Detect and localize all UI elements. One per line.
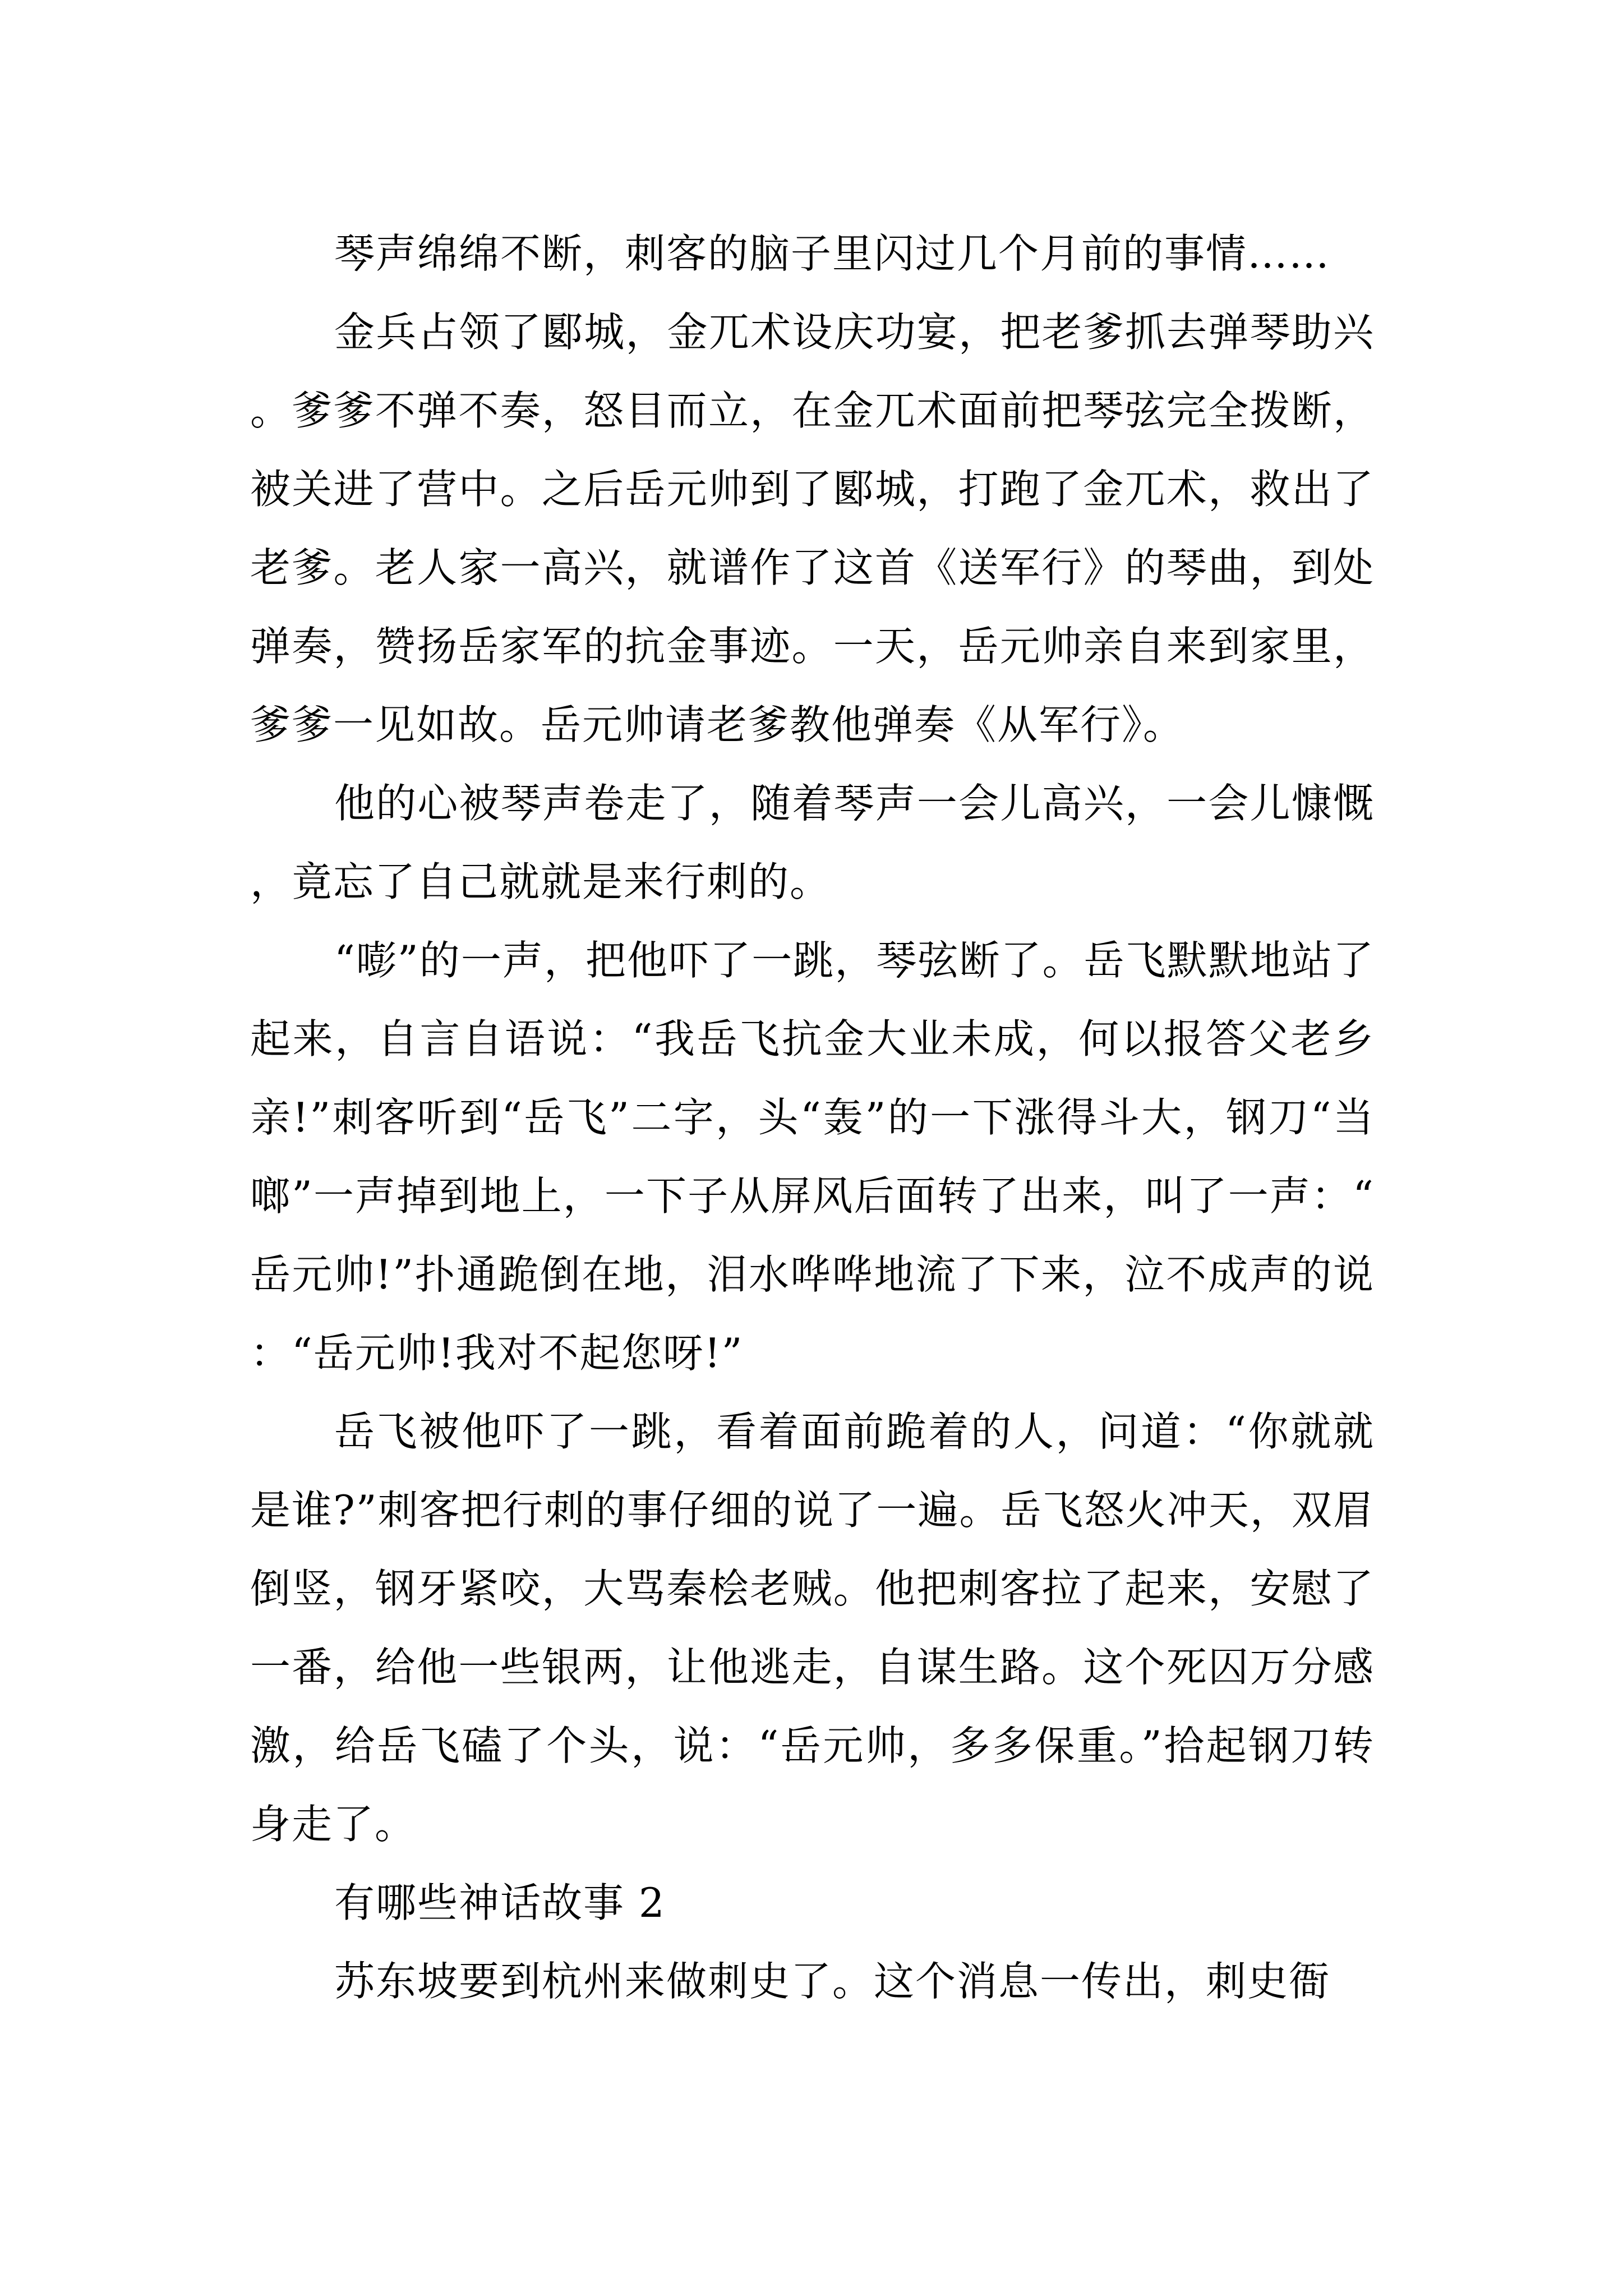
paragraph-su-dongpo: 苏东坡要到杭州来做刺史了。这个消息一传出，刺史衙 [334, 1958, 1331, 2005]
paragraph-heart-moved: 他的心被琴声卷走了，随着琴声一会儿高兴，一会儿慷慨，竟忘了自己就就是来行刺的。 [250, 780, 1375, 905]
paragraph-recollection-intro: 琴声绵绵不断，刺客的脑子里闪过几个月前的事情…… [334, 230, 1331, 277]
paragraph-yuefei-response: 岳飞被他吓了一跳，看着面前跪着的人，问道：“你就就是谁?”刺客把行刺的事仔细的说了一遍。岳飞怒火冲天，双眉倒竖，钢牙紧咬，大骂秦桧老贼。他把刺客拉了起来，安慰了一番，给他一些银两，让他逃走，自谋生路。这个死囚万分感激，给岳飞磕了个头，说：“岳元帅，多多保重。”拾起钢刀转身走了。 [250, 1408, 1375, 1848]
section-heading: 有哪些神话故事 2 [334, 1879, 666, 1926]
document-body [250, 214, 1375, 2021]
paragraph-string-breaks: “嘭”的一声，把他吓了一跳，琴弦断了。岳飞默默地站了起来，自言自语说：“我岳飞抗金大业未成，何以报答父老乡亲!”刺客听到“岳飞”二字，头“轰”的一下涨得斗大，钢刀“当啷”一声掉到地上，一下子从屏风后面转了出来，叫了一声：“岳元帅!”扑通跪倒在地，泪水哗哗地流了下来，泣不成声的说：“岳元帅!我对不起您呀!” [250, 937, 1375, 1377]
paragraph-father-story: 金兵占领了郾城，金兀术设庆功宴，把老爹抓去弹琴助兴。爹爹不弹不奏，怒目而立，在金兀术面前把琴弦完全拨断，被关进了营中。之后岳元帅到了郾城，打跑了金兀术，救出了老爹。老人家一高兴，就谱作了这首《送军行》的琴曲，到处弹奏，赞扬岳家军的抗金事迹。一天，岳元帅亲自来到家里，爹爹一见如故。岳元帅请老爹教他弹奏《从军行》。 [250, 309, 1375, 748]
